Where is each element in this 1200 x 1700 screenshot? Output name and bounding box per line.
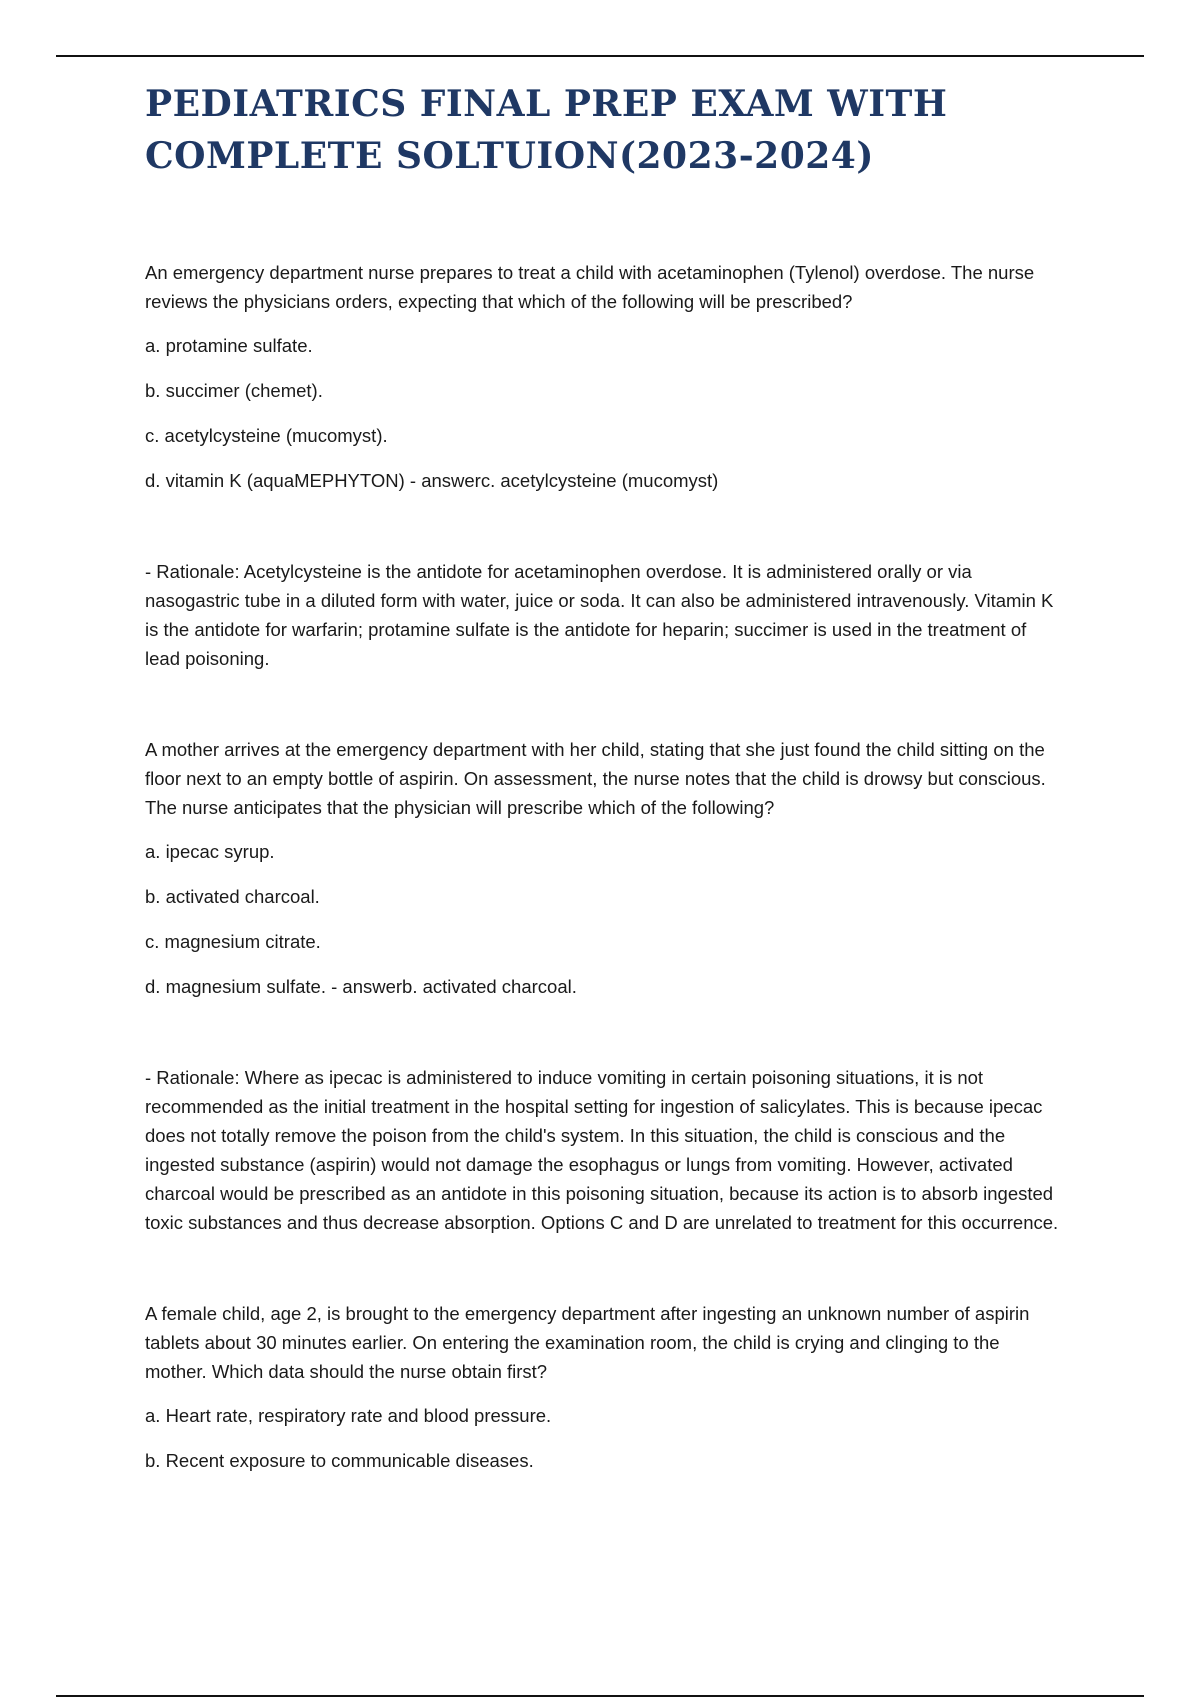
bottom-rule xyxy=(56,1695,1144,1697)
answer-option: a. ipecac syrup. xyxy=(145,841,275,862)
rationale-text: - Rationale: Where as ipecac is administered to induce vomiting in certain poisoning situations, it is not recommended as the initial treatment in the hospital setting for ingestion of salicylates. This is because ipecac does not totally remove the poison from the child's system. In this situation, the child is conscious and the ingested substance (aspirin) would not damage the esophagus or lungs from vomiting. However, activated charcoal would be prescribed as an antidote in this poisoning situation, because its action is to absorb ingested toxic substances and thus decrease absorption. Options C and D are unrelated to treatment for this occurrence. xyxy=(145,1067,1059,1233)
question-block xyxy=(145,258,1065,673)
question-block xyxy=(145,1299,1065,1475)
answer-option: c. acetylcysteine (mucomyst). xyxy=(145,425,388,446)
answer-option: c. magnesium citrate. xyxy=(145,931,321,952)
question-stem: An emergency department nurse prepares to treat a child with acetaminophen (Tylenol) overdose. The nurse reviews the physicians orders, expecting that which of the following will be prescribed? xyxy=(145,262,1035,312)
question-block xyxy=(145,735,1065,1237)
document-body xyxy=(145,258,1065,1475)
answer-option: a. Heart rate, respiratory rate and blood pressure. xyxy=(145,1405,552,1426)
question-stem: A mother arrives at the emergency department with her child, stating that she just found the child sitting on the floor next to an empty bottle of aspirin. On assessment, the nurse notes that the child is drowsy but conscious. The nurse anticipates that the physician will prescribe which of the following? xyxy=(145,739,1046,818)
top-rule xyxy=(56,55,1144,57)
answer-option: a. protamine sulfate. xyxy=(145,335,313,356)
answer-option: d. magnesium sulfate. - answerb. activated charcoal. xyxy=(145,976,577,997)
rationale-text: - Rationale: Acetylcysteine is the antidote for acetaminophen overdose. It is administered orally or via nasogastric tube in a diluted form with water, juice or soda. It can also be administered intravenously. Vitamin K is the antidote for warfarin; protamine sulfate is the antidote for heparin; succimer is used in the treatment of lead poisoning. xyxy=(145,561,1054,669)
answer-option: d. vitamin K (aquaMEPHYTON) - answerc. acetylcysteine (mucomyst) xyxy=(145,470,719,491)
document-title: PEDIATRICS FINAL PREP EXAM WITH COMPLETE SOLTUION(2023-2024) xyxy=(145,83,948,177)
question-stem: A female child, age 2, is brought to the emergency department after ingesting an unknown number of aspirin tablets about 30 minutes earlier. On entering the examination room, the child is crying and clinging to the mother. Which data should the nurse obtain first? xyxy=(145,1303,1030,1382)
answer-option: b. succimer (chemet). xyxy=(145,380,323,401)
answer-option: b. Recent exposure to communicable diseases. xyxy=(145,1450,534,1471)
answer-option: b. activated charcoal. xyxy=(145,886,320,907)
